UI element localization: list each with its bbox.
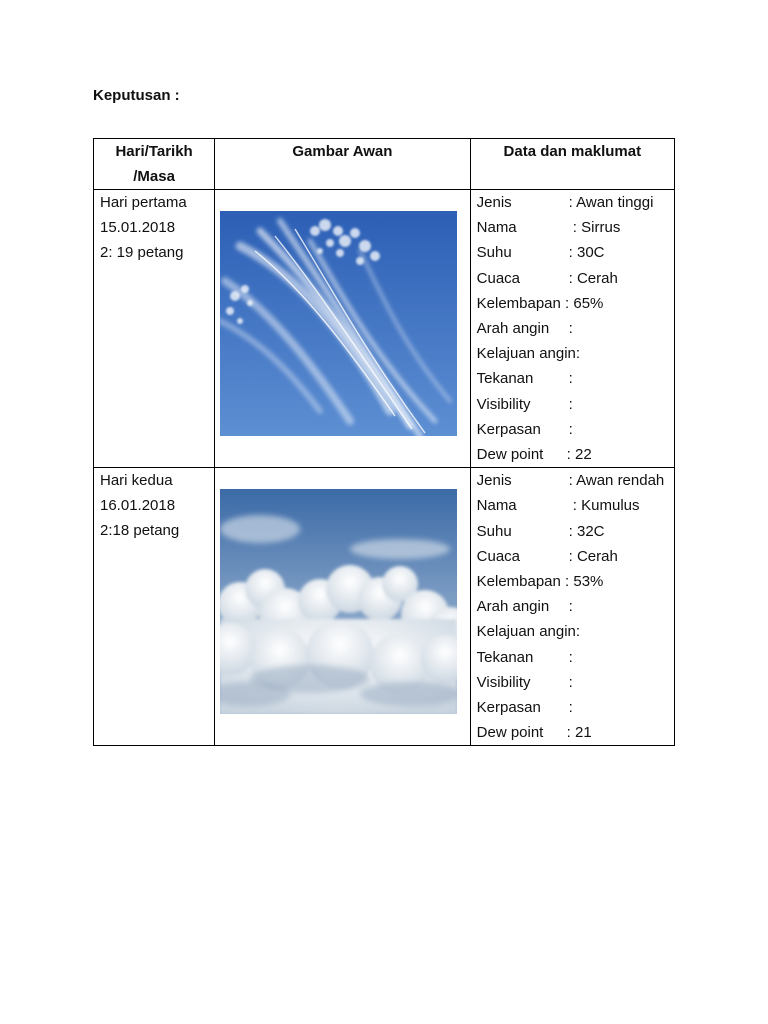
header-cloud-image-label: Gambar Awan bbox=[292, 143, 393, 160]
data-key: Kerpasan bbox=[476, 699, 541, 717]
data-row-cuaca bbox=[477, 544, 674, 569]
data-key: Cuaca bbox=[476, 269, 520, 287]
data-row-suhu bbox=[477, 519, 674, 544]
data-cell bbox=[470, 468, 674, 746]
image-cell bbox=[215, 190, 470, 468]
data-row-dew-point bbox=[477, 720, 674, 745]
data-row-suhu bbox=[477, 240, 674, 265]
data-value: : 53% bbox=[560, 573, 604, 591]
data-key: Nama bbox=[476, 497, 517, 515]
data-row-nama bbox=[477, 215, 674, 240]
date-label: 15.01.2018 bbox=[100, 219, 176, 236]
data-row-arah-angin bbox=[477, 594, 674, 619]
header-data-info bbox=[470, 139, 674, 190]
data-key: Kelembapan bbox=[476, 573, 561, 591]
data-key: Visibility bbox=[476, 673, 531, 691]
header-day-line2: /Masa bbox=[133, 168, 175, 185]
data-key: Cuaca bbox=[476, 547, 520, 565]
cirrus-sky-photo-icon bbox=[220, 211, 457, 436]
data-row-jenis bbox=[477, 468, 674, 493]
data-value: : Cerah bbox=[568, 547, 618, 565]
data-value: : Sirrus bbox=[568, 219, 621, 237]
data-row-kelembapan bbox=[477, 291, 674, 316]
data-row-visibility bbox=[477, 670, 674, 695]
data-row-kelembapan bbox=[477, 569, 674, 594]
data-row-nama bbox=[477, 493, 674, 518]
data-key: Dew point bbox=[476, 724, 544, 742]
data-value: : bbox=[568, 370, 573, 388]
data-row-dew-point bbox=[477, 442, 674, 467]
data-key: Tekanan bbox=[476, 648, 534, 666]
data-value: : 65% bbox=[560, 294, 604, 312]
day-cell bbox=[94, 190, 215, 468]
data-key: Nama bbox=[476, 219, 517, 237]
time-label: 2: 19 petang bbox=[100, 244, 184, 261]
header-data-info-label: Data dan maklumat bbox=[503, 143, 642, 160]
header-day-line1: Hari/Tarikh bbox=[115, 143, 193, 160]
cloud-observation-table bbox=[93, 138, 675, 746]
data-row-kerpasan bbox=[477, 695, 674, 720]
data-key: Tekanan bbox=[476, 370, 534, 388]
data-value: : bbox=[568, 673, 573, 691]
table-header-row bbox=[94, 139, 675, 190]
data-value: : Awan rendah bbox=[568, 472, 665, 490]
data-value: : bbox=[568, 598, 573, 616]
header-day-date-time bbox=[94, 139, 215, 190]
data-key: Kelajuan angin: bbox=[476, 345, 581, 363]
data-value: : bbox=[568, 420, 573, 438]
data-value: : 30C bbox=[568, 244, 605, 262]
day-label: Hari pertama bbox=[100, 194, 187, 211]
data-row-cuaca bbox=[477, 266, 674, 291]
data-key: Arah angin bbox=[476, 598, 550, 616]
data-key: Jenis bbox=[476, 194, 512, 211]
data-value: : bbox=[568, 699, 573, 717]
image-cell bbox=[215, 468, 470, 746]
data-row-kelajuan-angin bbox=[477, 619, 674, 644]
data-key: Kelajuan angin: bbox=[476, 623, 581, 641]
data-key: Kelembapan bbox=[476, 294, 561, 312]
data-row-jenis bbox=[477, 190, 674, 215]
data-value: : 32C bbox=[568, 522, 605, 540]
header-cloud-image bbox=[215, 139, 470, 190]
data-value: : Awan tinggi bbox=[568, 194, 654, 211]
data-value: : Kumulus bbox=[568, 497, 640, 515]
page-title: Keputusan : bbox=[93, 87, 180, 104]
table-row bbox=[94, 468, 675, 746]
data-value: : bbox=[568, 648, 573, 666]
day-cell bbox=[94, 468, 215, 746]
data-row-kerpasan bbox=[477, 417, 674, 442]
data-row-kelajuan-angin bbox=[477, 341, 674, 366]
data-key: Dew point bbox=[476, 446, 544, 464]
day-label: Hari kedua bbox=[100, 472, 173, 490]
cumulus-sky-photo-icon bbox=[220, 489, 457, 714]
data-value: : 22 bbox=[566, 446, 592, 464]
data-value: : bbox=[568, 320, 573, 338]
data-value: : Cerah bbox=[568, 269, 618, 287]
data-row-tekanan bbox=[477, 645, 674, 670]
data-row-tekanan bbox=[477, 366, 674, 391]
data-row-arah-angin bbox=[477, 316, 674, 341]
date-label: 16.01.2018 bbox=[100, 497, 176, 515]
data-cell bbox=[470, 190, 674, 468]
data-key: Jenis bbox=[476, 472, 512, 490]
data-key: Suhu bbox=[476, 522, 512, 540]
data-key: Kerpasan bbox=[476, 420, 541, 438]
data-key: Visibility bbox=[476, 395, 531, 413]
data-row-visibility bbox=[477, 392, 674, 417]
data-key: Arah angin bbox=[476, 320, 550, 338]
data-value: : bbox=[568, 395, 573, 413]
data-key: Suhu bbox=[476, 244, 512, 262]
time-label: 2:18 petang bbox=[100, 522, 180, 540]
table-row bbox=[94, 190, 675, 468]
data-value: : 21 bbox=[566, 724, 592, 742]
